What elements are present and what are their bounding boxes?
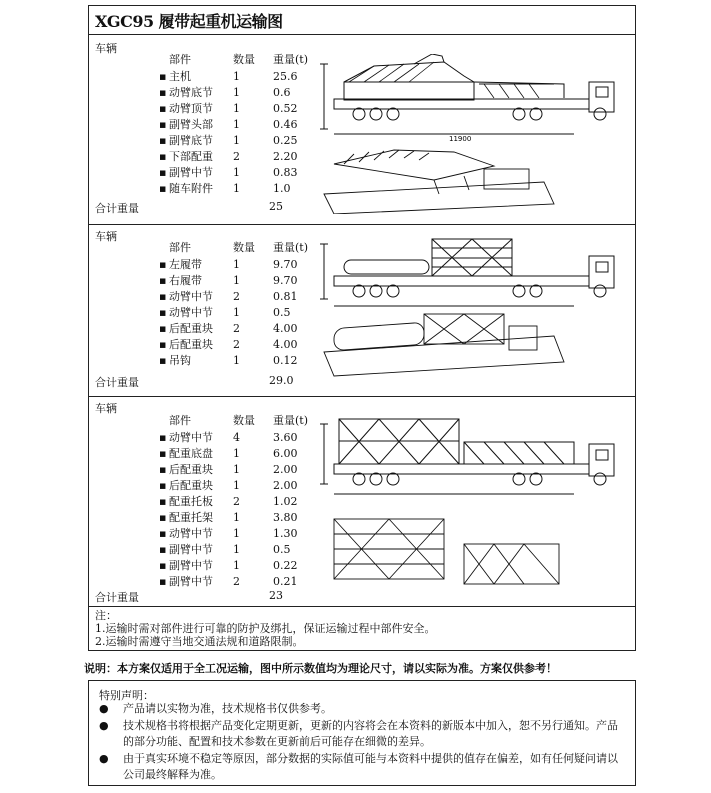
notes-heading: 注： <box>95 609 117 622</box>
disclaimer: 说明：本方案仅适用于全工况运输，图中所示数值均为理论尺寸，请以实际为准。方案仅供参考！ <box>84 662 557 675</box>
total-value-3: 23 <box>269 589 283 602</box>
table-row: ▪ 左履带 1 9.70 <box>159 256 319 272</box>
part-qty: 2 <box>233 149 240 163</box>
part-qty: 1 <box>233 526 240 540</box>
part-name: 动臂中节 <box>169 306 213 319</box>
table-row: ▪ 右履带 1 9.70 <box>159 272 319 288</box>
part-name: 下部配重 <box>169 150 213 163</box>
section-divider <box>89 396 635 397</box>
part-weight: 0.6 <box>273 85 291 99</box>
part-weight: 0.81 <box>273 289 298 303</box>
part-weight: 0.21 <box>273 574 298 588</box>
part-name: 右履带 <box>169 274 202 287</box>
part-name: 副臂头部 <box>169 118 213 131</box>
part-weight: 1.0 <box>273 181 291 195</box>
statement-text: 由于真实环境不稳定等原因，部分数据的实际值可能与本资料中提供的值存在偏差，如有任何疑问请以公司最终解释为准。 <box>123 752 618 781</box>
header-part: 部件 <box>169 414 191 427</box>
part-qty: 1 <box>233 257 240 271</box>
section-divider <box>89 224 635 225</box>
part-weight: 6.00 <box>273 446 298 460</box>
part-weight: 0.22 <box>273 558 298 572</box>
header-weight: 重量(t) <box>273 414 309 427</box>
table-row: ▪ 吊钩 1 0.12 <box>159 352 319 368</box>
part-qty: 1 <box>233 305 240 319</box>
table-row: ▪ 配重托板 2 1.02 <box>159 493 319 509</box>
dimension-label: 11900 <box>449 135 472 143</box>
special-statement-box <box>88 680 636 786</box>
parts-table-3 <box>159 411 319 589</box>
part-qty: 1 <box>233 558 240 572</box>
table-row: ▪ 副臂中节 1 0.22 <box>159 557 319 573</box>
part-weight: 2.20 <box>273 149 298 163</box>
special-statement-list <box>99 701 624 784</box>
part-name: 后配重块 <box>169 338 213 351</box>
note-line: 2.运输时需遵守当地交通法规和道路限制。 <box>95 635 304 648</box>
table-row: ▪ 后配重块 1 2.00 <box>159 477 319 493</box>
part-name: 动臂中节 <box>169 290 213 303</box>
table-row: ▪ 副臂头部 1 0.46 <box>159 116 319 132</box>
part-name: 动臂中节 <box>169 431 213 444</box>
part-qty: 1 <box>233 510 240 524</box>
part-qty: 1 <box>233 69 240 83</box>
part-qty: 1 <box>233 273 240 287</box>
part-weight: 2.00 <box>273 478 298 492</box>
parts-table-2 <box>159 238 319 368</box>
notes <box>95 609 436 648</box>
table-row: ▪ 下部配重 2 2.20 <box>159 148 319 164</box>
part-weight: 9.70 <box>273 273 298 287</box>
special-statement-heading: 特别声明： <box>99 689 154 702</box>
table-row: ▪ 副臂底节 1 0.25 <box>159 132 319 148</box>
table-row: ▪ 副臂中节 2 0.21 <box>159 573 319 589</box>
table-row: ▪ 主机 1 25.6 <box>159 68 319 84</box>
part-name: 副臂中节 <box>169 575 213 588</box>
header-part: 部件 <box>169 53 191 66</box>
table-row: ▪ 后配重块 2 4.00 <box>159 320 319 336</box>
part-qty: 1 <box>233 478 240 492</box>
parts-table-1 <box>159 50 319 196</box>
part-name: 配重托板 <box>169 495 213 508</box>
part-qty: 2 <box>233 494 240 508</box>
sheet-title: XGC95 履带起重机运输图 <box>95 12 283 31</box>
part-qty: 2 <box>233 337 240 351</box>
truck-side-drawing-1 <box>314 54 634 214</box>
truck-side-drawing-2 <box>314 234 634 394</box>
part-qty: 1 <box>233 353 240 367</box>
part-name: 副臂中节 <box>169 166 213 179</box>
part-weight: 3.60 <box>273 430 298 444</box>
part-qty: 1 <box>233 133 240 147</box>
table-row: ▪ 动臂中节 4 3.60 <box>159 429 319 445</box>
total-label-2: 合计重量 <box>95 376 139 389</box>
part-name: 后配重块 <box>169 479 213 492</box>
table-row: ▪ 配重底盘 1 6.00 <box>159 445 319 461</box>
part-name: 配重托架 <box>169 511 213 524</box>
part-weight: 1.30 <box>273 526 298 540</box>
part-name: 后配重块 <box>169 322 213 335</box>
bullet-icon: ● <box>99 702 109 715</box>
bullet-icon: ● <box>99 752 109 765</box>
table-header <box>159 238 319 256</box>
part-weight: 25.6 <box>273 69 298 83</box>
part-name: 随车附件 <box>169 182 213 195</box>
table-row: ▪ 动臂中节 2 0.81 <box>159 288 319 304</box>
part-weight: 3.80 <box>273 510 298 524</box>
table-header <box>159 411 319 429</box>
part-name: 动臂中节 <box>169 527 213 540</box>
total-label-1: 合计重量 <box>95 202 139 215</box>
truck-side-drawing-3 <box>314 414 634 599</box>
table-row: ▪ 随车附件 1 1.0 <box>159 180 319 196</box>
part-weight: 0.5 <box>273 542 291 556</box>
part-name: 左履带 <box>169 258 202 271</box>
header-part: 部件 <box>169 241 191 254</box>
table-row: ▪ 动臂中节 1 0.5 <box>159 304 319 320</box>
part-weight: 0.52 <box>273 101 298 115</box>
part-name: 配重底盘 <box>169 447 213 460</box>
part-weight: 0.5 <box>273 305 291 319</box>
total-value-2: 29.0 <box>269 374 294 387</box>
table-row: ▪ 动臂顶节 1 0.52 <box>159 100 319 116</box>
vehicle-label-1: 车辆 <box>95 42 117 55</box>
transport-sheet <box>88 5 636 651</box>
part-weight: 0.12 <box>273 353 298 367</box>
part-name: 主机 <box>169 70 191 83</box>
title-divider <box>89 34 635 35</box>
part-name: 副臂中节 <box>169 543 213 556</box>
total-label-3: 合计重量 <box>95 591 139 604</box>
part-qty: 1 <box>233 462 240 476</box>
part-weight: 0.25 <box>273 133 298 147</box>
table-header <box>159 50 319 68</box>
list-item <box>99 701 624 717</box>
part-qty: 1 <box>233 165 240 179</box>
part-qty: 2 <box>233 574 240 588</box>
header-weight: 重量(t) <box>273 53 309 66</box>
part-qty: 1 <box>233 446 240 460</box>
total-value-1: 25 <box>269 200 283 213</box>
part-qty: 1 <box>233 85 240 99</box>
bullet-icon: ● <box>99 719 109 732</box>
note-line: 1.运输时需对部件进行可靠的防护及绑扎，保证运输过程中部件安全。 <box>95 622 436 635</box>
header-qty: 数量 <box>233 53 255 66</box>
header-qty: 数量 <box>233 241 255 254</box>
part-qty: 2 <box>233 289 240 303</box>
part-name: 吊钩 <box>169 354 191 367</box>
vehicle-label-2: 车辆 <box>95 230 117 243</box>
header-weight: 重量(t) <box>273 241 309 254</box>
part-weight: 9.70 <box>273 257 298 271</box>
header-qty: 数量 <box>233 414 255 427</box>
part-qty: 1 <box>233 117 240 131</box>
part-weight: 1.02 <box>273 494 298 508</box>
part-qty: 1 <box>233 542 240 556</box>
part-qty: 1 <box>233 181 240 195</box>
list-item <box>99 751 624 783</box>
table-row: ▪ 动臂底节 1 0.6 <box>159 84 319 100</box>
part-name: 后配重块 <box>169 463 213 476</box>
part-name: 动臂底节 <box>169 86 213 99</box>
vehicle-label-3: 车辆 <box>95 402 117 415</box>
statement-text: 技术规格书将根据产品变化定期更新，更新的内容将会在本资料的新版本中加入，恕不另行通知。产品的部分功能、配置和技术参数在更新前后可能存在细微的差异。 <box>123 719 618 748</box>
notes-divider <box>89 606 635 607</box>
table-row: ▪ 配重托架 1 3.80 <box>159 509 319 525</box>
table-row: ▪ 副臂中节 1 0.83 <box>159 164 319 180</box>
part-weight: 4.00 <box>273 321 298 335</box>
part-qty: 2 <box>233 321 240 335</box>
part-weight: 0.46 <box>273 117 298 131</box>
table-row: ▪ 动臂中节 1 1.30 <box>159 525 319 541</box>
part-weight: 4.00 <box>273 337 298 351</box>
part-name: 副臂中节 <box>169 559 213 572</box>
part-qty: 1 <box>233 101 240 115</box>
list-item <box>99 718 624 750</box>
part-name: 动臂顶节 <box>169 102 213 115</box>
statement-text: 产品请以实物为准，技术规格书仅供参考。 <box>123 702 332 715</box>
part-name: 副臂底节 <box>169 134 213 147</box>
table-row: ▪ 后配重块 1 2.00 <box>159 461 319 477</box>
table-row: ▪ 副臂中节 1 0.5 <box>159 541 319 557</box>
part-weight: 0.83 <box>273 165 298 179</box>
table-row: ▪ 后配重块 2 4.00 <box>159 336 319 352</box>
part-qty: 4 <box>233 430 240 444</box>
part-weight: 2.00 <box>273 462 298 476</box>
